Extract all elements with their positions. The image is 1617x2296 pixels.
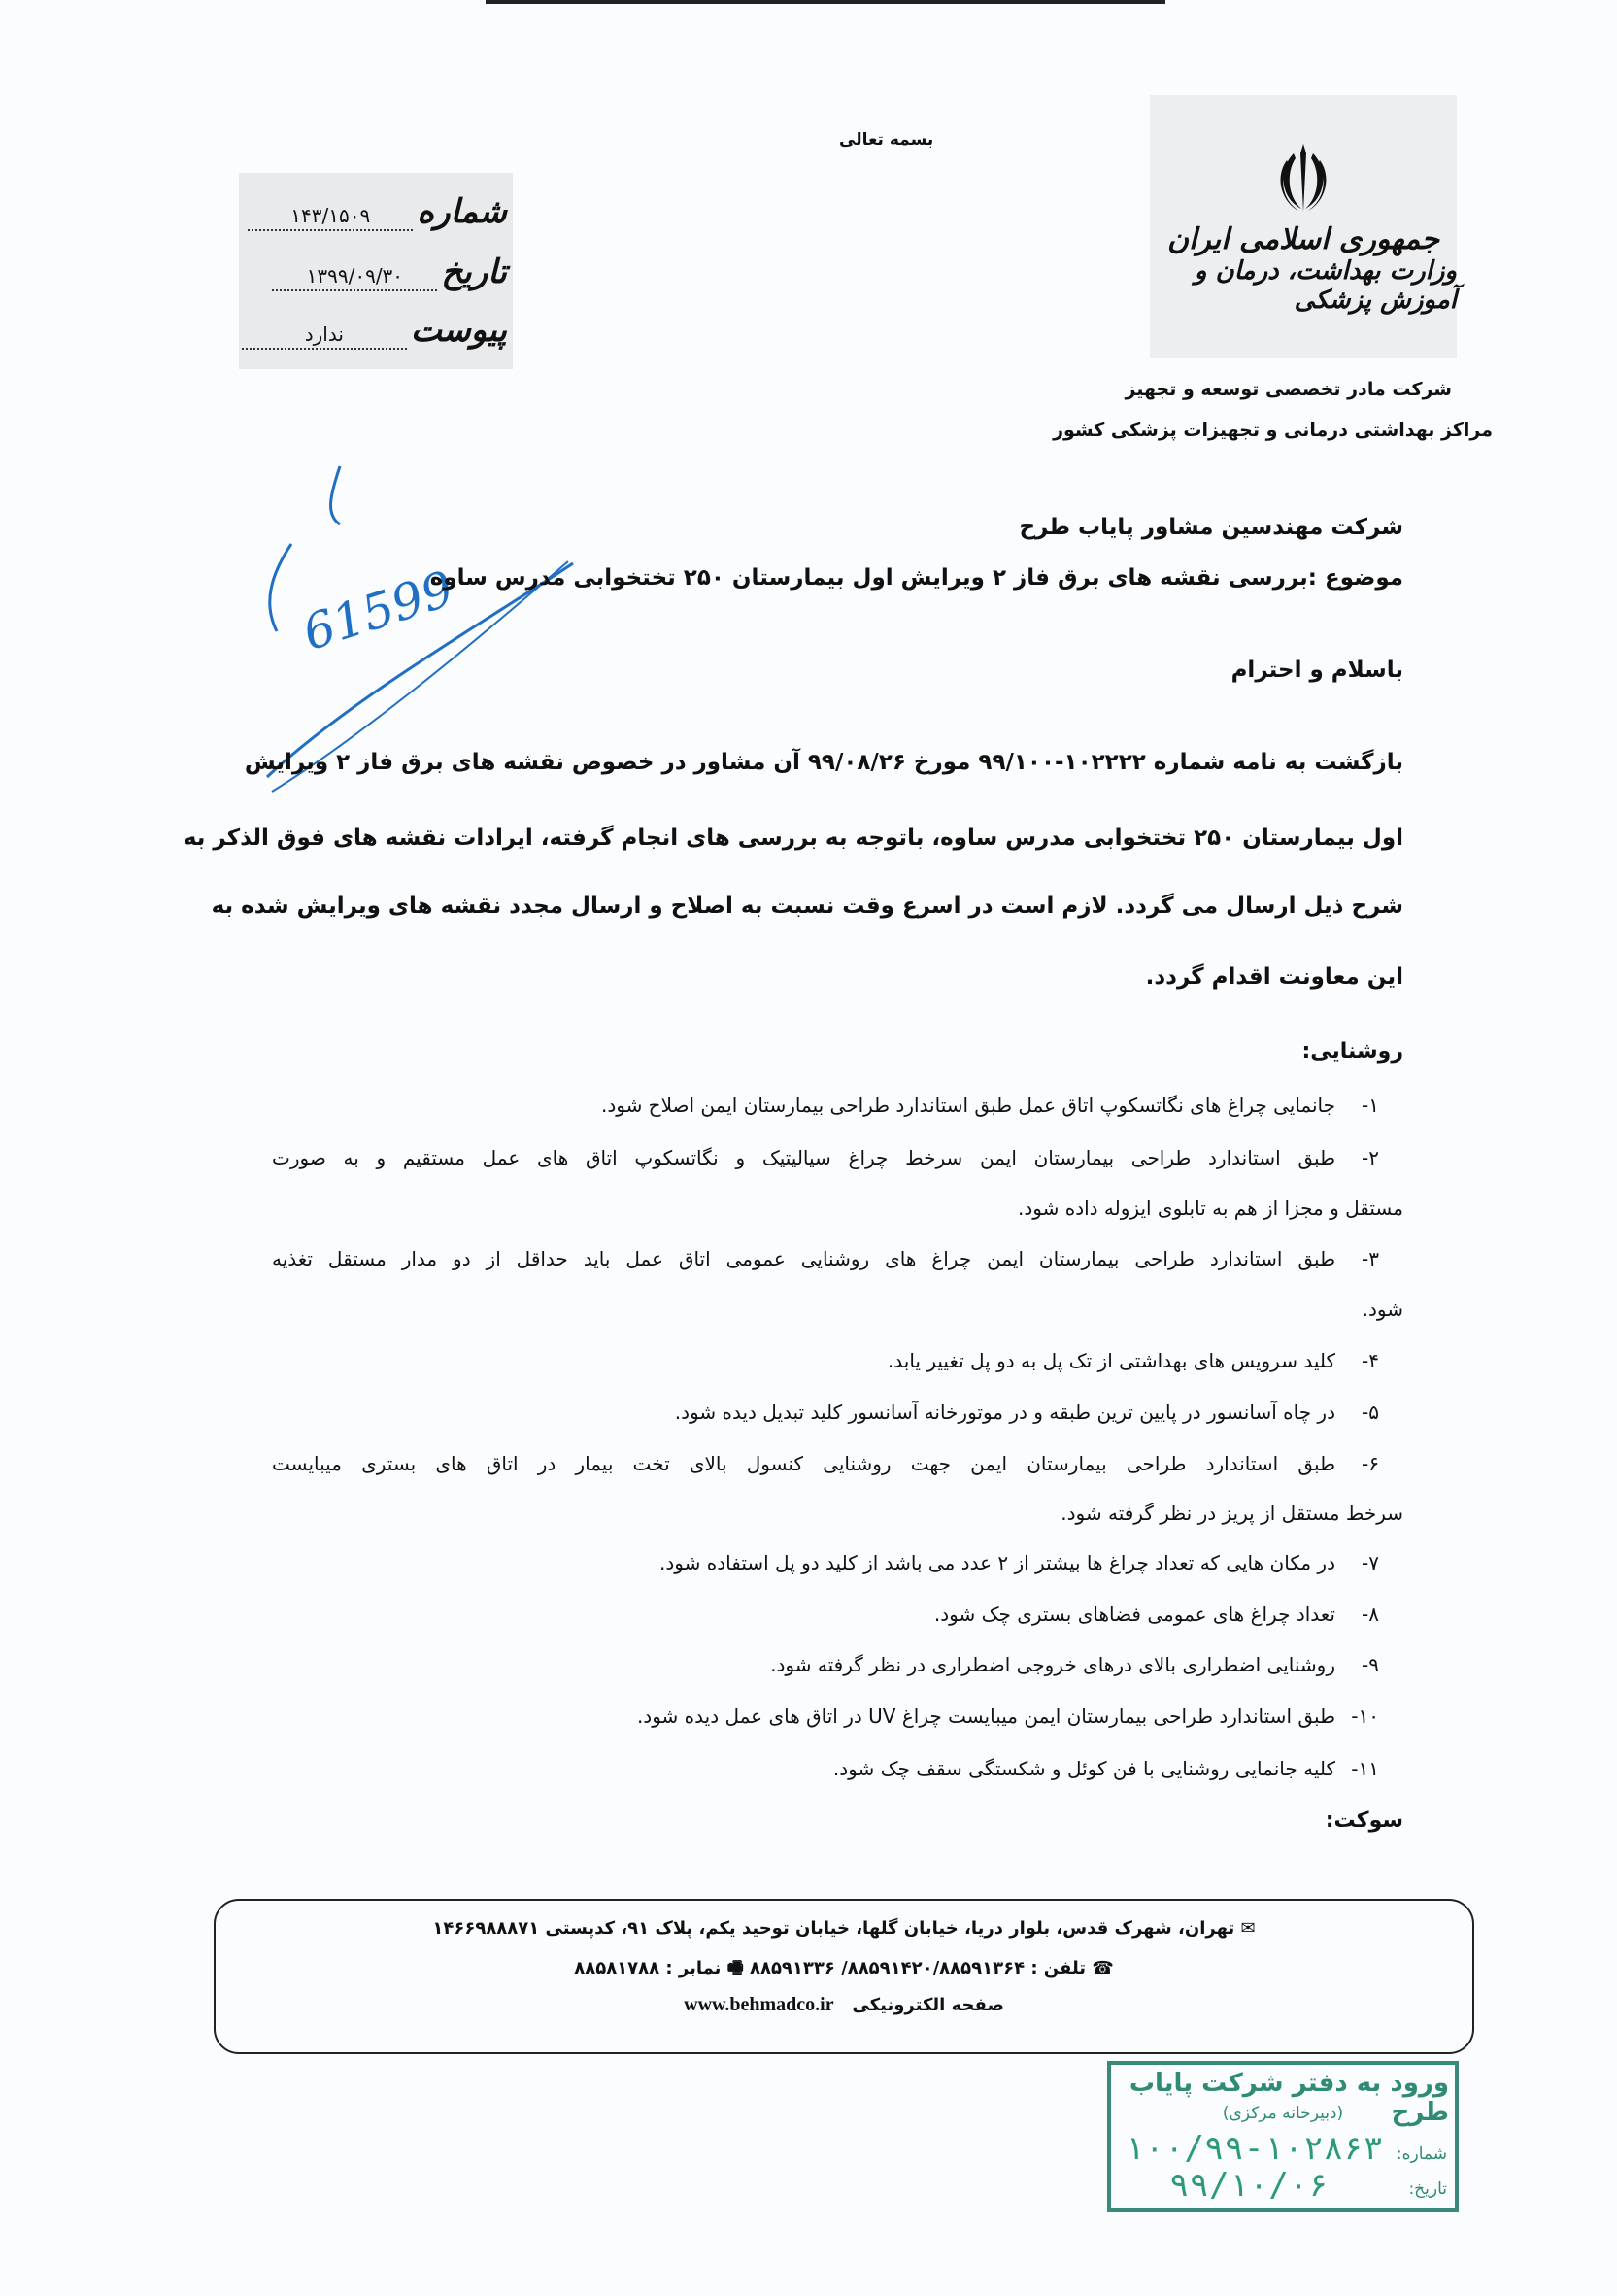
ref-number-label: شماره [417,192,507,231]
logo-line1: جمهوری اسلامی ایران [1166,222,1440,256]
stamp-date-value: ۹۹/۱۰/۰۶ [1169,2166,1329,2205]
body-line: اول بیمارستان ۲۵۰ تختخوابی مدرس ساوه، باتوجه به بررسی های انجام گرفته، ایرادات نقشه های فوق الذکر به [183,826,1403,851]
section-socket: سوکت: [1325,1808,1403,1833]
item-text: تعداد چراغ های عمومی فضاهای بستری چک شود. [933,1603,1335,1626]
ref-number-value: ۱۴۳/۱۵۰۹ [248,204,413,231]
stamp-title: ورود به دفتر شرکت پایاب طرح [1129,2069,1449,2127]
web-link[interactable]: www.behmadco.ir [684,1994,834,2015]
footer-address-row [216,1918,1472,1939]
mail-icon: ✉ [1234,1918,1256,1939]
list-item [934,1603,1379,1626]
item-text: کلیه جانمایی روشنایی با فن کوئل و شکستگی سقف چک شود. [832,1757,1335,1780]
item-number: ۱۰- [1351,1705,1379,1728]
body-line: بازگشت به نامه شماره ۱۰۲۲۲۲-۹۹/۱۰۰ مورخ ۹۹/۰۸/۲۶ آن مشاور در خصوص نقشه های برق فاز ۲ ویرایش [244,750,1403,775]
item-continuation: سرخط مستقل از پریز در نظر گرفته شود. [1061,1502,1403,1525]
item-number: ۵- [1362,1401,1379,1424]
footer-phone-row [216,1956,1472,1985]
item-text: طبق استاندارد طراحی بیمارستان ایمن میبایست چراغ UV در اتاق های عمل دیده شود. [636,1705,1335,1728]
logo-line2: وزارت بهداشت، درمان و آموزش پزشکی [1195,256,1457,315]
item-number: ۱- [1362,1094,1379,1117]
emblem-icon [1274,139,1332,217]
greeting: باسلام و احترام [1230,658,1403,683]
fax-label: نمابر : [665,1958,722,1978]
web-label: صفحه الکترونیکی [852,1995,1004,2015]
list-item [888,1349,1379,1372]
recipient: شرکت مهندسین مشاور پایاب طرح [1019,515,1403,540]
phone-label: تلفن : [1030,1958,1087,1978]
item-number: ۷- [1362,1551,1379,1574]
item-number: ۴- [1362,1349,1379,1372]
footer-box [214,1899,1474,2054]
list-item [272,1452,1379,1475]
item-text: جانمایی چراغ های نگاتسکوپ اتاق عمل طبق استاندارد طراحی بیمارستان ایمن اصلاح شود. [600,1094,1335,1117]
stamp-subtitle: (دبیرخانه مرکزی) [1222,2104,1344,2123]
body-line: شرح ذیل ارسال می گردد. لازم است در اسرع وقت نسبت به اصلاح و ارسال مجدد نقشه های ویرایش شده به [211,894,1403,919]
item-continuation: شود. [1362,1298,1403,1321]
item-text: طبق استاندارد طراحی بیمارستان ایمن جهت روشنایی کنسول بالای تخت بیمار در اتاق های بستری میبایست [272,1452,1335,1475]
list-item [659,1551,1379,1574]
ref-attachment-row [242,311,507,350]
item-number: ۲- [1362,1146,1379,1169]
ref-number-row [248,192,507,231]
handwritten-note: 61599 [295,559,461,662]
item-text: در چاه آسانسور در پایین ترین طبقه و در موتورخانه آسانسور کلید تبدیل دیده شود. [674,1401,1335,1424]
list-item [637,1705,1379,1728]
item-number: ۹- [1362,1653,1379,1676]
list-item [601,1094,1379,1117]
item-number: ۸- [1362,1603,1379,1626]
ref-attachment-value: ندارد [242,322,407,350]
ministry-logo [1150,95,1457,358]
reference-box [239,173,513,369]
item-text: روشنایی اضطراری بالای درهای خروجی اضطراری در نظر گرفته شود. [770,1653,1335,1676]
org-line1: شرکت مادر تخصصی توسعه و تجهیز [1125,379,1452,400]
footer-web-row [216,1994,1472,2016]
footer-address: تهران، شهرک قدس، بلوار دریا، خیابان گلها، خیابان توحید یکم، پلاک ۹۱، کدپستی ۱۴۶۶۹۸۸۸۷۱ [432,1918,1235,1939]
item-text: طبق استاندارد طراحی بیمارستان ایمن چراغ های روشنایی عمومی اتاق عمل باید حداقل از دو مدار مستقل تغذیه [272,1247,1335,1270]
fax-value: ۸۸۵۸۱۷۸۸ [574,1958,660,1978]
item-number: ۳- [1362,1247,1379,1270]
list-item [272,1146,1379,1169]
item-text: در مکان هایی که تعداد چراغ ها بیشتر از ۲ عدد می باشد از کلید دو پل استفاده شود. [659,1551,1335,1574]
stamp-number-label: شماره: [1396,2144,1447,2164]
section-lighting: روشنایی: [1301,1039,1403,1064]
stamp-number-value: ۱۰۰/۹۹-۱۰۲۸۶۳ [1125,2129,1384,2168]
receipt-stamp [1107,2061,1459,2212]
org-line2: مراکز بهداشتی درمانی و تجهیزات پزشکی کشور [1053,420,1493,441]
list-item [770,1653,1379,1676]
phone-value: ۸۸۵۹۱۴۲۰/۸۸۵۹۱۳۶۴/ ۸۸۵۹۱۳۳۶ [749,1958,1026,1978]
item-number: ۶- [1362,1452,1379,1475]
ref-date-label: تاریخ [441,253,507,291]
fax-icon: 🖷 [721,1958,744,1978]
item-number: ۱۱- [1351,1757,1379,1780]
phone-icon: ☎ [1086,1958,1114,1978]
stamp-date-label: تاریخ: [1408,2179,1447,2199]
item-text: طبق استاندارد طراحی بیمارستان ایمن سرخط چراغ سیالیتیک و نگاتسکوپ اتاق های عمل مستقیم و به صورت [272,1146,1335,1169]
list-item [272,1247,1379,1270]
bismillah: بسمه تعالی [839,130,934,150]
item-text: کلید سرویس های بهداشتی از تک پل به دو پل تغییر یابد. [887,1349,1335,1372]
list-item [675,1401,1379,1424]
subject: موضوع :بررسی نقشه های برق فاز ۲ ویرایش اول بیمارستان ۲۵۰ تختخوابی مدرس ساوه [429,565,1403,591]
ref-attachment-label: پیوست [410,311,507,350]
list-item [833,1757,1379,1780]
item-continuation: مستقل و مجزا از هم به تابلوی ایزوله داده شود. [1018,1197,1403,1220]
ref-date-row [272,253,507,291]
ref-date-value: ۱۳۹۹/۰۹/۳۰ [272,264,437,291]
scan-edge [486,0,1165,4]
body-line: این معاونت اقدام گردد. [1145,964,1403,990]
